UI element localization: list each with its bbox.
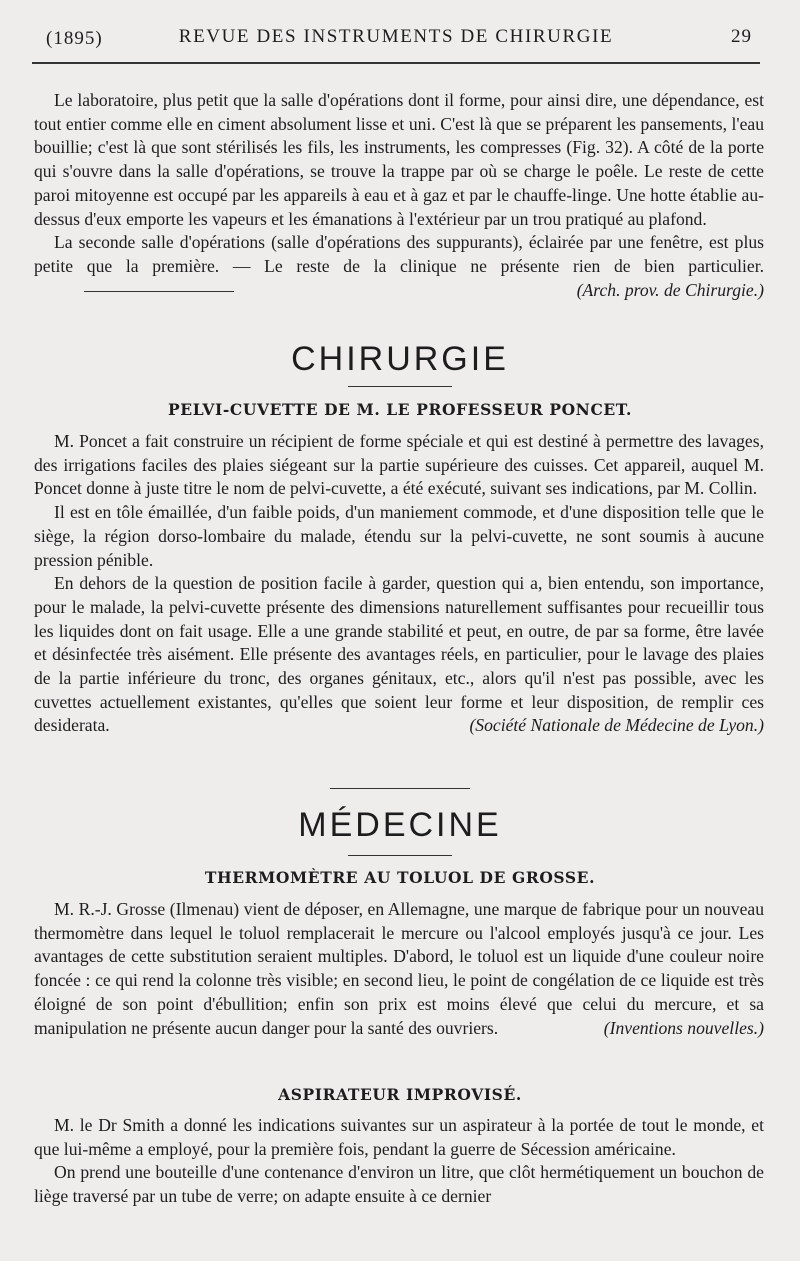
medecine-paragraph-1 [34, 898, 764, 1040]
article-title-aspirateur: ASPIRATEUR IMPROVISÉ. [278, 1085, 522, 1104]
chirurgie-paragraph-3 [34, 572, 764, 738]
intro-paragraph-1: Le laboratoire, plus petit que la salle d'opérations dont il forme, pour ainsi dire, une dépendance, est tout entier comme elle en ciment absolument lisse et uni. C'est là que se préparent les pansements, l'eau bouillie; c'est là que sont stérilisés les fils, les instruments, les compresses (Fig. 32). A côté de la porte qui s'ouvre dans la salle d'opérations, se trouve la trappe par où se charge le poêle. Le reste de cette paroi mitoyenne est occupé par les appareils à eau et à gaz et par le chauffe-linge. Une hotte établie au-dessus d'eux emporte les vapeurs et les émanations à l'extérieur par un trou pratiqué au plafond. [34, 90, 764, 229]
intro-text [34, 89, 764, 302]
chirurgie-source: (Société Nationale de Médecine de Lyon.) [469, 715, 764, 736]
section-title-rule [348, 386, 452, 387]
intro-paragraph-2 [34, 231, 764, 302]
section-title-medecine: MÉDECINE [298, 806, 502, 844]
aspirateur-paragraph-2: On prend une bouteille d'une contenance d'environ un litre, que clôt hermétiquement un bouchon de liège traversé par un tube de verre; on adapte ensuite à ce dernier [34, 1162, 764, 1207]
journal-title: REVUE DES INSTRUMENTS DE CHIRURGIE [178, 26, 614, 47]
intro-paragraph-2-text: La seconde salle d'opérations (salle d'opérations des suppurants), éclairée par une fenêtre, est plus petite que la première. — Le reste de la clinique ne présente rien de bien particulier. [34, 232, 764, 276]
aspirateur-paragraph-1: M. le Dr Smith a donné les indications suivantes sur un aspirateur à la portée de tout le monde, et que lui-même a employé, pour la première fois, pendant la guerre de Sécession américaine. [34, 1115, 764, 1159]
medecine-paragraph-1-text: M. R.-J. Grosse (Ilmenau) vient de déposer, en Allemagne, une marque de fabrique pour un nouveau thermomètre dans lequel le toluol remplacerait le mercure ou l'alcool employés jusqu'à ce jour. Les avantages de cette substitution seraient multiples. D'abord, le toluol est un liquide d'une couleur noire foncée : ce qui rend la colonne très visible; en second lieu, le point de congélation de ce liquide est très éloigné de son point d'ébullition; enfin son prix est moins élevé que celui du mercure, et sa manipulation ne présente aucun danger pour la santé des ouvriers. [34, 899, 764, 1038]
intro-source: (Arch. prov. de Chirurgie.) [576, 279, 764, 300]
aspirateur-text [34, 1114, 764, 1209]
article-title-thermometre: THERMOMÈTRE AU TOLUOL DE GROSSE. [204, 868, 596, 887]
article-title-pelvi-cuvette: PELVI-CUVETTE DE M. LE PROFESSEUR PONCET. [168, 400, 632, 419]
section-title-rule [348, 855, 452, 856]
chirurgie-paragraph-1: M. Poncet a fait construire un récipient de forme spéciale et qui est destiné à permettre des lavages, des irrigations faciles des plaies siégeant sur la partie supérieure des cuisses. Cet appareil, auquel M. Poncet donne à juste titre le nom de pelvi-cuvette, a été exécuté, suivant ses indications, par M. Collin. [34, 431, 764, 499]
header-year: (1895) [46, 28, 103, 49]
separator-rule [84, 291, 234, 292]
medecine-text [34, 898, 764, 1040]
medecine-source: (Inventions nouvelles.) [603, 1017, 764, 1038]
chirurgie-paragraph-2: Il est en tôle émaillée, d'un faible poids, d'un maniement commode, et d'une disposition telle que le siège, la région dorso-lombaire du malade, étendu sur la pelvi-cuvette, ne sont soumis à aucune pression pénible. [34, 502, 764, 570]
article-separator-rule [330, 788, 470, 789]
page-number: 29 [731, 26, 752, 47]
running-head [32, 24, 760, 50]
section-title-chirurgie: CHIRURGIE [291, 340, 509, 378]
header-rule [32, 62, 760, 64]
chirurgie-paragraph-3-text: En dehors de la question de position facile à garder, question qui a, bien entendu, son importance, pour le malade, la pelvi-cuvette présente des dimensions naturellement suffisantes pour recueillir tous les liquides dont on fait usage. Elle a une grande stabilité et peut, en outre, de par sa forme, être lavée et désinfectée très aisément. Elle présente des avantages réels, en particulier, pour le lavage des plaies de la partie inférieure du tronc, des organes génitaux, etc., alors qu'il n'est pas possible, avec les cuvettes actuellement existantes, qu'elles que soient leur forme et leur disposition, de remplir ces desiderata. [34, 573, 764, 736]
chirurgie-text [34, 430, 764, 738]
